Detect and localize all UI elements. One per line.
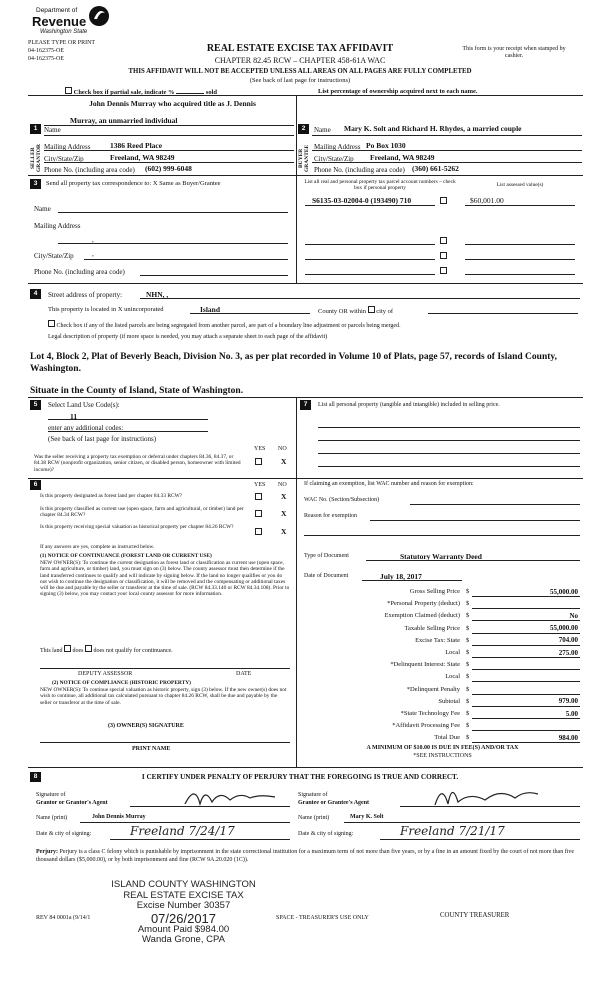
s5-yes: YES xyxy=(254,446,266,452)
tax-row-value: 55,000.00 xyxy=(550,624,578,633)
does-not-checkbox[interactable] xyxy=(85,645,92,652)
land-use-code: 11 xyxy=(70,412,78,421)
seller-city: Freeland, WA 98249 xyxy=(110,153,175,162)
personal-property-checkbox-1[interactable] xyxy=(440,197,447,204)
tax-row-underline xyxy=(472,681,580,682)
seller-mailing: 1386 Reed Place xyxy=(110,141,163,150)
grantor-signature xyxy=(180,782,290,818)
form-code1: 04-162375-OE xyxy=(28,48,64,54)
tax-row-value: 704.00 xyxy=(558,636,578,645)
tax-row-dollar: $ xyxy=(466,600,470,608)
historic-yes-checkbox[interactable] xyxy=(255,528,262,535)
buyer-phone: (360) 661-5262 xyxy=(412,164,459,173)
tax-row-label: *Affidavit Processing Fee xyxy=(392,722,460,730)
tax-row-underline xyxy=(472,730,580,731)
s3-comma1: , xyxy=(92,236,94,244)
s3-city-label: City/State/Zip xyxy=(34,252,74,260)
assessor-date: DATE xyxy=(236,671,252,677)
segregated-row: Check box if any of the listed parcels are being segregated from another parcel, are part of a boundary line adjustment or parcels being merged. xyxy=(48,320,401,329)
tax-row-dollar: $ xyxy=(466,661,470,669)
stamp-line-1: ISLAND COUNTY WASHINGTON xyxy=(111,879,256,890)
buyer-phone-label: Phone No. (including area code) xyxy=(314,166,405,174)
tax-row-label: Exemption Claimed (deduct) xyxy=(384,612,460,620)
section-8-badge: 8 xyxy=(30,772,41,782)
buyer-mailing: Po Box 1030 xyxy=(366,141,406,150)
revenue-logo xyxy=(28,5,118,39)
certify: I CERTIFY UNDER PENALTY OF PERJURY THAT THE FOREGOING IS TRUE AND CORRECT. xyxy=(141,773,459,781)
tax-row-dollar: $ xyxy=(466,649,470,656)
seller-name-label: Name xyxy=(44,126,61,134)
sig-grantee-label: Signature of Grantee or Grantee's Agent xyxy=(298,792,370,806)
treasurer-stamp xyxy=(96,880,271,946)
section-7-badge: 7 xyxy=(300,400,311,410)
s6-no: NO xyxy=(278,482,287,488)
if-yes: If any answers are yes, complete as instructed below. xyxy=(40,544,155,550)
grantee-name-label: Name (print) xyxy=(298,815,330,821)
stamp-line-4: 07/26/2017 xyxy=(150,910,217,926)
seller-name-line1: John Dennis Murray who acquired title as J. Dennis xyxy=(89,99,256,108)
dept-line1: Department of xyxy=(36,7,78,14)
stamp-line-2: REAL ESTATE EXCISE TAX xyxy=(123,889,244,901)
personal-property-label: List all personal property (tangible and intangible) included in selling price. xyxy=(318,402,500,408)
assessed-header: List assessed value(s) xyxy=(496,182,544,188)
tax-row-underline xyxy=(472,718,580,719)
q-current-use: Is this property classified as current use (open space, farm and agricultural, or timber) land per chapter 84.34 RCW? xyxy=(40,506,244,519)
tax-row-dollar: $ xyxy=(466,710,470,717)
grantor-name-label: Name (print) xyxy=(36,815,68,821)
tax-row-underline xyxy=(472,657,580,658)
city-checkbox[interactable] xyxy=(368,306,375,313)
buyer-city: Freeland, WA 98249 xyxy=(370,153,435,162)
forest-yes-checkbox[interactable] xyxy=(255,493,262,500)
buyer-name-label: Name xyxy=(314,126,331,134)
dept-line2: Revenue xyxy=(32,14,87,29)
county-or: County OR within city of xyxy=(318,308,394,315)
tax-row-dollar: $ xyxy=(466,722,470,730)
s3-mailing-label: Mailing Address xyxy=(34,222,81,230)
grantor-sig-label: Signature of Grantor or Grantor's Agent xyxy=(36,792,108,806)
street-value: NHN, , xyxy=(146,290,169,299)
historic-text: NEW OWNER(S): To continue special valuation as historic property, sign (3) below. If the new owner(s) does not wish to continue, all additional tax calculated pursuant to chapter 84.26 RCW, shall be due and payable by the seller or transferor at the time of sale. xyxy=(40,687,287,706)
tax-row-label: Taxable Selling Price xyxy=(404,624,460,632)
tax-row-label: *Delinquent Penalty xyxy=(406,685,460,693)
tax-row-dollar: $ xyxy=(466,685,470,693)
unincorporated: X unincorporated xyxy=(117,306,164,313)
exemption-question: Was the seller receiving a property tax exemption or deferral under chapters 84.36, 84.37, or 84.38 RCW (nonprofit organization, senior citizen, or disabled person, homeowner with limited income)? xyxy=(34,454,241,473)
print-name: PRINT NAME xyxy=(132,746,171,752)
form-code2: 04-162375-OE xyxy=(28,56,64,62)
send-label: Send all property tax correspondence to: X Same as Buyer/Grantee xyxy=(46,180,221,187)
exemption-answer: X xyxy=(281,457,287,466)
tax-row-underline xyxy=(472,669,580,670)
personal-property-checkbox-4[interactable] xyxy=(440,267,447,274)
deputy-assessor: DEPUTY ASSESSOR xyxy=(78,671,133,677)
seller-phone: (602) 999-6048 xyxy=(145,164,192,173)
tax-row-dollar: $ xyxy=(466,697,470,705)
continuance-text: NEW OWNER(S): To continue the current designation as forest land or classification as current use (open space, farm and agriculture, or timber) land, you must sign on (3) below. The county assessor must then determine if the land transferred continues to qualify and will indicate by signing below. If the land no longer qualifies or you do not wish to continue the designation or classification, it will be removed and the compensating or additional taxes will be due and payable by the seller or transferor at the time of sale. (RCW 84.33.140 or RCW 84.34.108). Prior to signing (3) below, you may contact your local county assessor for more information. xyxy=(40,560,290,598)
tax-row-dollar: $ xyxy=(466,734,470,742)
tax-row-dollar: $ xyxy=(466,624,470,632)
tax-row-value: No xyxy=(569,611,578,620)
tax-row-value: 275.00 xyxy=(558,648,578,657)
section-2-badge: 2 xyxy=(298,124,309,134)
county-value: Island xyxy=(200,305,221,314)
forest-answer: X xyxy=(281,492,287,501)
s3-phone-label: Phone No. (including area code) xyxy=(34,268,125,276)
s5-no: NO xyxy=(278,446,287,452)
continuance-title: (1) NOTICE OF CONTINUANCE (FOREST LAND OR CURRENT USE) xyxy=(40,553,212,559)
legal-description: Lot 4, Block 2, Plat of Beverly Beach, Division No. 3, as per plat recorded in Volume 10 of Plats, page 57, records of Island County, Washington. xyxy=(30,352,557,374)
section-1-badge: 1 xyxy=(30,124,41,134)
tax-row-dollar: $ xyxy=(466,588,470,595)
dept-line3: Washington State xyxy=(40,29,88,35)
segregated-checkbox[interactable] xyxy=(48,320,55,327)
tax-row-dollar: $ xyxy=(466,673,470,681)
grantee-name: Mary K. Solt xyxy=(350,814,384,820)
doc-date-label: Date of Document xyxy=(304,573,349,579)
treasurer-use: SPACE - TREASURER'S USE ONLY xyxy=(276,915,369,921)
q-historic: Is this property receiving special valuation as historical property per chapter 84.26 RCW? xyxy=(40,524,234,530)
wac-label: WAC No. (Section/Subsection) xyxy=(304,497,380,503)
tax-row-label: *Delinquent Interest: State xyxy=(390,661,460,669)
tax-row-underline xyxy=(472,645,580,646)
form-title: REAL ESTATE EXCISE TAX AFFIDAVIT xyxy=(206,43,394,54)
buyer-mailing-label: Mailing Address xyxy=(314,143,361,151)
owner-signature: (3) OWNER(S) SIGNATURE xyxy=(108,723,184,729)
form-chapter: CHAPTER 82.45 RCW – CHAPTER 458-61A WAC xyxy=(214,56,386,65)
grantor-signature-scribble xyxy=(180,782,290,812)
minimum-notice: A MINIMUM OF $10.00 IS DUE IN FEE(S) AND/OR TAX xyxy=(366,745,519,751)
situate: Situate in the County of Island, State of Washington. xyxy=(30,386,244,396)
current-use-yes-checkbox[interactable] xyxy=(255,510,262,517)
legal-label: Legal description of property (if more space is needed, you may attach a separate sheet to each page of the affidavit) xyxy=(48,334,328,340)
please-type: PLEASE TYPE OR PRINT xyxy=(28,40,96,46)
send-value: X Same as Buyer/Grantee xyxy=(152,180,221,187)
tax-row-label: Subtotal xyxy=(438,697,460,705)
s3-comma2: , xyxy=(92,250,94,258)
tax-row-value: 984.00 xyxy=(558,733,578,742)
section-3-badge: 3 xyxy=(30,179,41,189)
section-4-badge: 4 xyxy=(30,289,41,299)
doc-type-label: Type of Document xyxy=(304,553,349,559)
reason-label: Reason for exemption xyxy=(304,513,357,519)
tax-row-label: Local xyxy=(445,673,460,681)
exemption-claim-label: If claiming an exemption, list WAC number and reason for exemption: xyxy=(304,481,474,487)
see-back: (See back of last page for instructions) xyxy=(249,77,351,84)
doc-type: Statutory Warranty Deed xyxy=(400,552,482,561)
additional-codes: enter any additional codes: xyxy=(48,424,124,432)
land-use-label: Select Land Use Code(s): xyxy=(48,401,120,409)
exemption-yes-checkbox[interactable] xyxy=(255,458,262,465)
seller-mailing-label: Mailing Address xyxy=(44,143,91,151)
grantee-date-label: Date & city of signing: xyxy=(298,831,354,837)
receipt-note: This form is your receipt when stamped by cashier. xyxy=(462,46,566,59)
parcel-number: S6135-03-02004-0 (193490) 710 xyxy=(312,196,412,205)
tax-row-underline xyxy=(472,596,580,597)
personal-property-checkbox-2[interactable] xyxy=(440,237,447,244)
q-forest: Is this property designated as forest land per chapter 84.33 RCW? xyxy=(40,493,183,499)
tax-row-dollar: $ xyxy=(466,612,470,620)
tax-row-label: Gross Selling Price xyxy=(409,588,460,595)
seller-city-label: City/State/Zip xyxy=(44,155,84,163)
stamp-line-5: Amount Paid $984.00 xyxy=(137,923,230,935)
street-label: Street address of property: xyxy=(48,291,123,299)
grantor-date-city: Freeland 7/24/17 xyxy=(130,824,235,838)
grantor-name: John Dennis Murray xyxy=(92,814,146,820)
notice: THIS AFFIDAVIT WILL NOT BE ACCEPTED UNLESS ALL AREAS ON ALL PAGES ARE FULLY COMPLETED xyxy=(128,68,472,75)
s5-see-back: (See back of last page for instructions) xyxy=(48,435,157,443)
located-row: This property is located in X unincorporated xyxy=(48,306,164,313)
tax-row-underline xyxy=(472,633,580,634)
county-treasurer: COUNTY TREASURER xyxy=(440,912,510,919)
tax-row-label: *State Technology Fee xyxy=(400,710,460,717)
doc-date: July 18, 2017 xyxy=(380,572,422,581)
personal-property-checkbox-3[interactable] xyxy=(440,252,447,259)
historic-answer: X xyxy=(281,527,287,536)
tax-row-value: 5.00 xyxy=(565,709,578,718)
partial-sale-checkbox[interactable] xyxy=(65,87,72,94)
percent-note: List percentage of ownership acquired next to each name. xyxy=(318,88,478,95)
partial-sale-label: Check box if partial sale, indicate % xyxy=(73,89,175,96)
grantor-date-label: Date & city of signing: xyxy=(36,831,92,837)
land-qualify-row: This land does does not qualify for continuance. xyxy=(40,645,173,654)
section-5-badge: 5 xyxy=(30,400,41,410)
tax-row-label: Total Due xyxy=(434,734,460,742)
see-instructions: *SEE INSTRUCTIONS xyxy=(413,753,472,759)
tax-row-dollar: $ xyxy=(466,636,470,644)
stamp-line-3: Excise Number 30357 xyxy=(136,900,231,911)
tax-row-underline xyxy=(472,706,580,707)
s6-yes: YES xyxy=(254,482,266,488)
perjury-statement: Perjury: Perjury is a class C felony which is punishable by imprisonment in the state correctional institution for a maximum term of not more than five years, or by a fine in an amount fixed by the court of not more than five thousand dollars ($5,000.00), or by both imprisonment and fine (RCW 9A.20.020 (1C)). xyxy=(36,849,575,863)
seller-phone-label: Phone No. (including area code) xyxy=(44,166,135,174)
parcel-header: List all real and personal property tax parcel account numbers – check box if personal property xyxy=(304,179,456,192)
does-checkbox[interactable] xyxy=(64,645,71,652)
form-number: REV 84 0001a (9/14/1 xyxy=(36,915,91,921)
seller-name-line2: Murray, an unmarried individual xyxy=(70,116,178,125)
buyer-city-label: City/State/Zip xyxy=(314,155,354,163)
tax-row-underline xyxy=(472,620,580,621)
tax-row-underline xyxy=(472,694,580,695)
tax-row-label: *Personal Property (deduct) xyxy=(387,600,460,608)
grantee-signature xyxy=(430,780,540,812)
s3-name-label: Name xyxy=(34,205,51,213)
tax-row-value: 979.00 xyxy=(558,697,578,706)
tax-row-underline xyxy=(472,608,580,609)
current-use-answer: X xyxy=(281,509,287,518)
section-6-badge: 6 xyxy=(30,480,41,490)
tax-row-value: 55,000.00 xyxy=(550,587,578,596)
buyer-name: Mary K. Solt and Richard H. Rhydes, a married couple xyxy=(344,124,522,133)
sold-label: sold xyxy=(205,89,218,96)
grantee-date-city: Freeland 7/21/17 xyxy=(400,824,505,838)
historic-title: (2) NOTICE OF COMPLIANCE (HISTORIC PROPERTY) xyxy=(52,680,191,686)
stamp-line-6: Wanda Grone, CPA xyxy=(142,934,225,945)
seller-vertical-label: SELLER GRANTOR xyxy=(30,144,42,173)
tax-row-label: Local xyxy=(445,649,460,656)
tax-row-underline xyxy=(472,742,580,743)
logo-swirl-icon xyxy=(88,5,110,27)
buyer-vertical-label: BUYER GRANTEE xyxy=(298,144,310,172)
assessed-value: $60,001.00 xyxy=(470,196,504,205)
tax-row-label: Excise Tax: State xyxy=(415,636,460,644)
